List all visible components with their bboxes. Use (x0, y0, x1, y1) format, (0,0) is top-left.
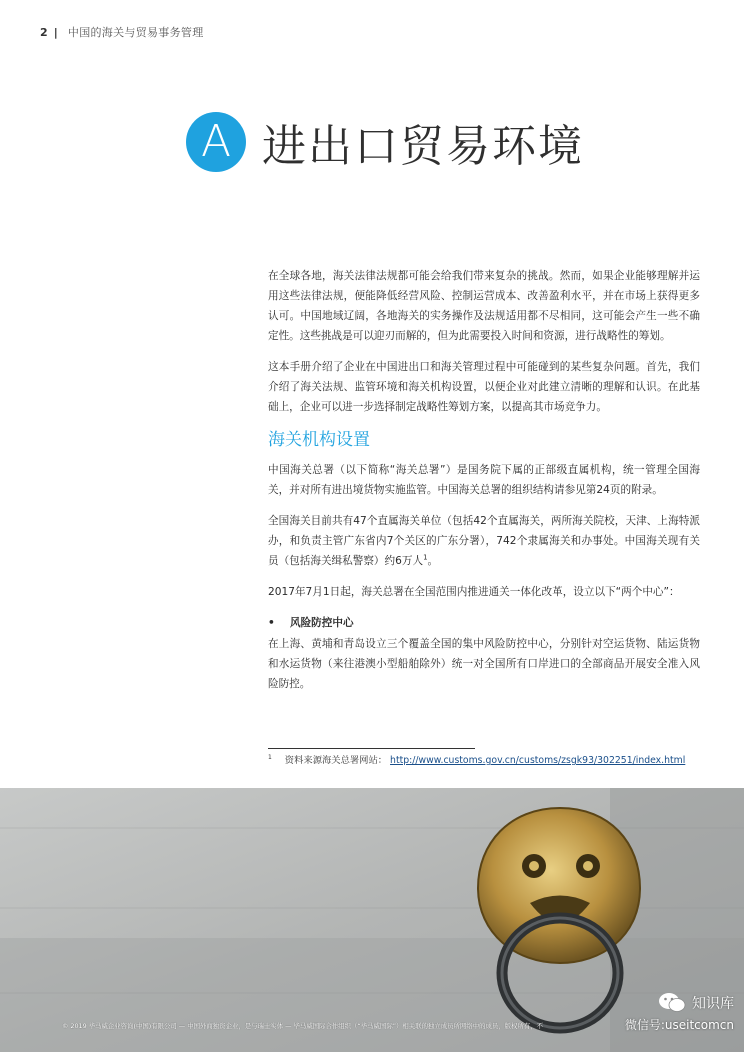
org-paragraph-2-text: 全国海关目前共有47个直属海关单位（包括42个直属海关，两所海关院校，天津、上海特派办，和负责主管广东省内7个关区的广东分署），742个隶属海关和办事处。中国海关现有关员（包括海关缉私警察）约6万人 (268, 515, 700, 567)
running-header (40, 24, 204, 40)
footnote-reference[interactable]: 1 (423, 553, 428, 562)
section-heading (186, 110, 584, 174)
sentence-end: 。 (427, 555, 439, 567)
wechat-watermark (658, 992, 734, 1014)
section-title: 进出口贸易环境 (262, 121, 584, 172)
bullet-label: 风险防控中心 (290, 617, 354, 629)
footnote-divider (268, 748, 475, 749)
legal-copyright-line: © 2019 毕马威企业咨询(中国)有限公司 — 中国外商独资企业，是与瑞士实体 — 毕马威国际合作组织（“毕马威国际”）相关联的独立成员所网络中的成员，版权所有，不 (62, 1022, 544, 1030)
wechat-id: 微信号:useitcomcn (624, 1018, 734, 1032)
footnote-text: 资料来源海关总署网站： (284, 755, 388, 766)
footnote (268, 752, 685, 766)
bullet-paragraph: 在上海、黄埔和青岛设立三个覆盖全国的集中风险防控中心，分别针对空运货物、陆运货物和水运货物（来往港澳小型船舶除外）统一对全国所有口岸进口的全部商品开展安全准入风险防控。 (268, 638, 700, 690)
org-paragraph-3: 2017年7月1日起，海关总署在全国范围内推进通关一体化改革，设立以下“两个中心”： (268, 586, 680, 598)
footnote-link[interactable]: http://www.customs.gov.cn/customs/zsgk93/302251/index.html (390, 755, 686, 766)
org-paragraph-1: 中国海关总署（以下简称“海关总署”）是国务院下属的正部级直属机构，统一管理全国海关，并对所有进出境货物实施监管。中国海关总署的组织结构请参见第24页的附录。 (268, 464, 700, 496)
section-letter-badge: A (186, 112, 246, 172)
page-number: 2 (40, 26, 48, 39)
wechat-icon (658, 992, 686, 1014)
intro-paragraph-2: 这本手册介绍了企业在中国进出口和海关管理过程中可能碰到的某些复杂问题。首先，我们介绍了海关法规、监管环境和海关机构设置，以便企业对此建立清晰的理解和认识。在此基础上，企业可以进一步选择制定战略性筹划方案，以提高其市场竞争力。 (268, 361, 700, 413)
door-knocker-photo (0, 788, 744, 1052)
subheading-customs-structure: 海关机构设置 (268, 430, 370, 450)
org-paragraph-2 (268, 511, 700, 571)
running-title: 中国的海关与贸易事务管理 (67, 26, 204, 39)
bullet-marker: • (268, 617, 275, 629)
footnote-number: 1 (268, 753, 272, 761)
header-separator: | (53, 26, 59, 39)
watermark-label: 知识库 (692, 996, 734, 1012)
bullet-item (268, 613, 700, 633)
body-content (268, 266, 700, 705)
intro-paragraph-1: 在全球各地，海关法律法规都可能会给我们带来复杂的挑战。然而，如果企业能够理解并运用这些法律法规，便能降低经营风险、控制运营成本、改善盈利水平，并在市场上获得更多认可。中国地域辽阔，各地海关的实务操作及法规适用都不尽相同，这可能会产生一些不确定性。这些挑战是可以迎刃而解的，但为此需要投入时间和资源，进行战略性的筹划。 (268, 270, 700, 342)
